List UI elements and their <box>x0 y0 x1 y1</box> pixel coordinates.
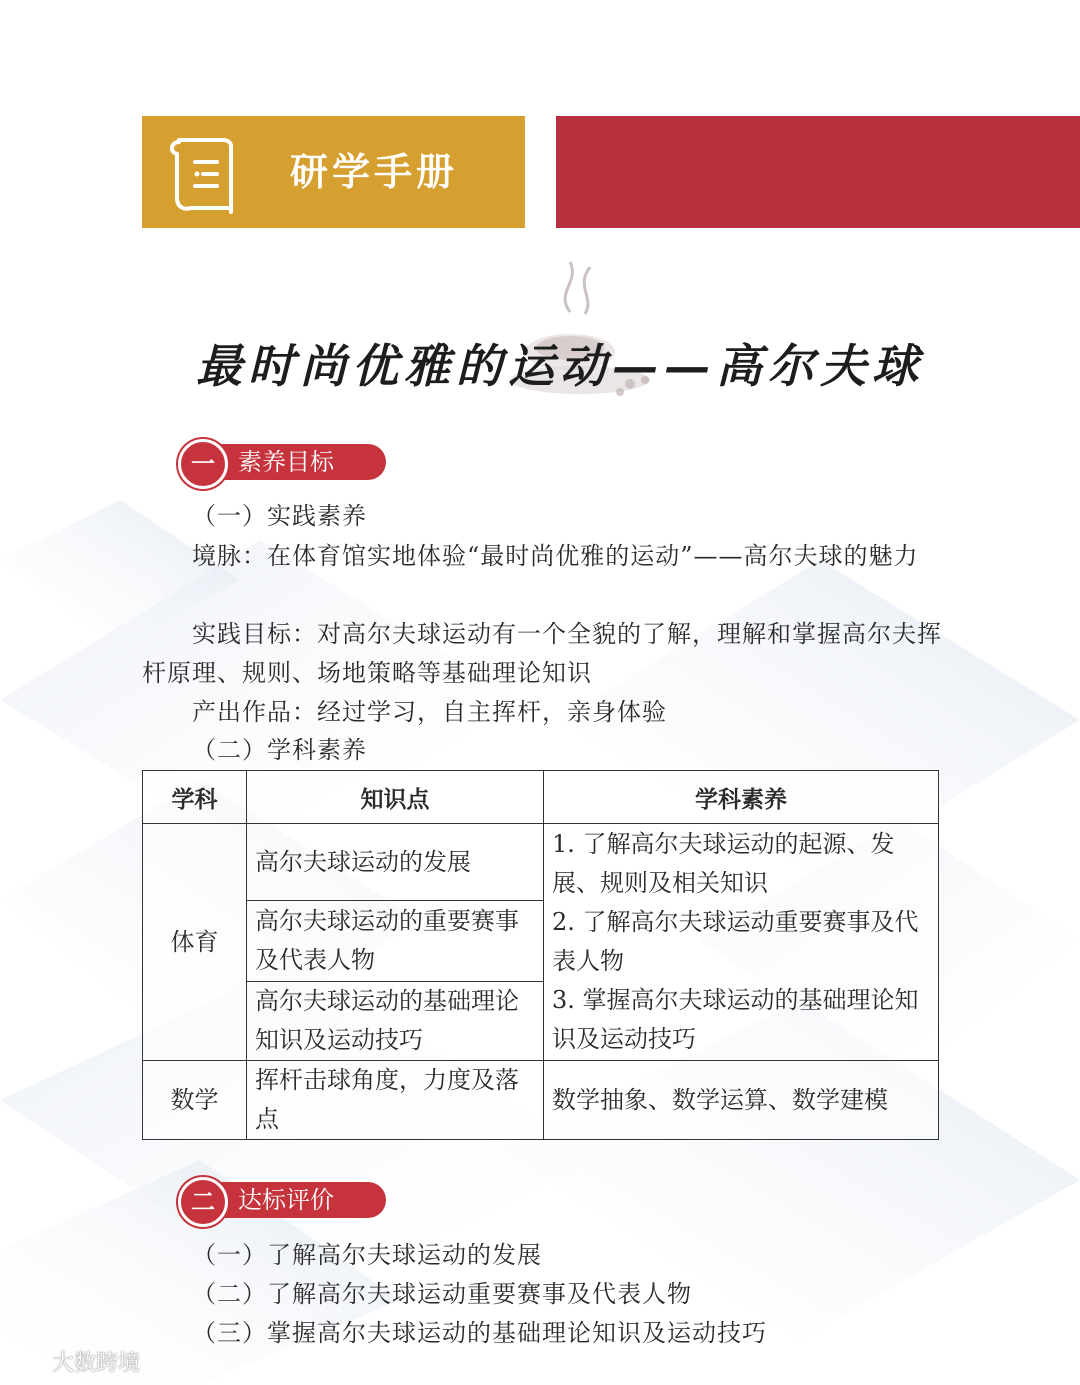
subheading-practice: （一）实践素养 <box>192 502 367 530</box>
section-title: 素养目标 <box>238 448 334 476</box>
section-header-evaluation <box>178 1180 388 1222</box>
header-literacy: 学科素养 <box>544 771 939 824</box>
knowledge-point: 高尔夫球运动的基础理论知识及运动技巧 <box>247 982 544 1061</box>
table-header-row <box>143 771 939 824</box>
header-knowledge: 知识点 <box>247 771 544 824</box>
watermark-logo-icon <box>10 1352 48 1376</box>
literacy-math: 数学抽象、数学运算、数学建模 <box>544 1061 939 1140</box>
section-number-badge: 二 <box>178 1177 228 1227</box>
knowledge-point: 挥杆击球角度，力度及落点 <box>247 1061 544 1140</box>
banner-label: 研学手册 <box>290 150 459 194</box>
watermark-text: 大数跨境 <box>52 1351 141 1376</box>
subject-pe: 体育 <box>143 824 247 1061</box>
table-row <box>143 824 939 901</box>
watermark <box>10 1348 140 1380</box>
page-title: 最时尚优雅的运动——高尔夫球 <box>196 339 924 393</box>
evaluation-item: （三）掌握高尔夫球运动的基础理论知识及运动技巧 <box>192 1319 767 1347</box>
subheading-subject: （二）学科素养 <box>192 736 367 764</box>
section-header-goals <box>178 442 388 484</box>
context-paragraph: 境脉：在体育馆实地体验“最时尚优雅的运动”——高尔夫球的魅力 <box>192 542 919 570</box>
subject-literacy-table <box>142 770 939 1140</box>
evaluation-item: （二）了解高尔夫球运动重要赛事及代表人物 <box>192 1280 692 1308</box>
evaluation-item: （一）了解高尔夫球运动的发展 <box>192 1241 542 1269</box>
table-row <box>143 1061 939 1140</box>
header-subject: 学科 <box>143 771 247 824</box>
output-paragraph: 产出作品：经过学习，自主挥杆，亲身体验 <box>192 698 667 726</box>
goal-paragraph: 实践目标：对高尔夫球运动有一个全貌的了解，理解和掌握高尔夫挥杆原理、规则、场地策略等基础理论知识 <box>142 620 942 687</box>
section-number-badge: 一 <box>178 439 228 489</box>
knowledge-point: 高尔夫球运动的重要赛事及代表人物 <box>247 901 544 982</box>
literacy-item: 1. 了解高尔夫球运动的起源、发展、规则及相关知识 <box>552 830 895 897</box>
literacy-pe <box>544 824 939 1061</box>
section-title: 达标评价 <box>238 1186 334 1214</box>
subject-math: 数学 <box>143 1061 247 1140</box>
literacy-item: 2. 了解高尔夫球运动重要赛事及代表人物 <box>552 908 919 975</box>
header-banner-red <box>556 116 1080 228</box>
scroll-document-icon <box>165 132 245 216</box>
literacy-item: 3. 掌握高尔夫球运动的基础理论知识及运动技巧 <box>552 986 919 1053</box>
knowledge-point: 高尔夫球运动的发展 <box>247 824 544 901</box>
